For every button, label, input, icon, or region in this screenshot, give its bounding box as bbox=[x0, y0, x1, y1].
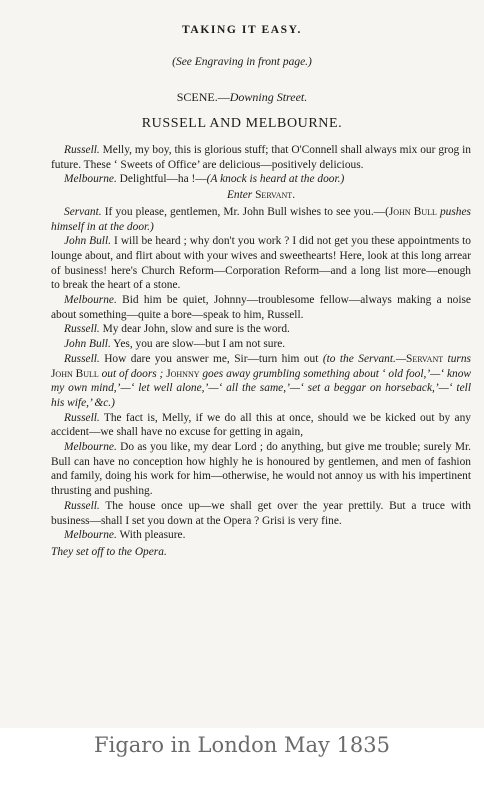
entrance-line bbox=[51, 188, 471, 203]
speech-text: Bid him be quiet, Johnny—troublesome fellow—always making a noise about something—quite a bore—speak to him, Russell. bbox=[51, 294, 471, 321]
dialogue-paragraph bbox=[51, 322, 471, 337]
image-caption: Figaro in London May 1835 bbox=[94, 733, 390, 757]
speech-text: How dare you answer me, Sir—turn him out bbox=[99, 352, 323, 365]
stage-direction-name: Johnny bbox=[166, 367, 200, 380]
dialogue-paragraph bbox=[51, 337, 471, 352]
dialogue-paragraph bbox=[51, 205, 471, 234]
characters-heading: RUSSELL AND MELBOURNE. bbox=[141, 116, 343, 131]
speech-text: With pleasure. bbox=[116, 529, 186, 542]
dialogue-body bbox=[51, 143, 471, 560]
speaker-name: John Bull. bbox=[64, 338, 111, 351]
speaker-name: Russell. bbox=[64, 144, 100, 156]
stage-direction-name: Servant bbox=[406, 352, 444, 365]
speech-text: If you please, gentlemen, Mr. John Bull wishes to see you.— bbox=[101, 205, 386, 218]
enter-character: Servant. bbox=[255, 189, 296, 202]
speaker-name: Melbourne. bbox=[64, 441, 117, 454]
dialogue-paragraph bbox=[51, 528, 471, 543]
speech-text: The house once up—we shall get over the year prettily. But a truce with business—shall I set you down at the Opera ? Grisi is very fine. bbox=[51, 499, 471, 527]
scene-line bbox=[0, 90, 484, 105]
stage-direction-name: John Bull bbox=[51, 367, 99, 380]
dialogue-paragraph bbox=[51, 234, 471, 293]
speaker-name: Melbourne. bbox=[64, 294, 117, 307]
speech-text: The fact is, Melly, if we do all this at once, should we be kicked out by any accident—we shall have no excuse for getting in again, bbox=[51, 411, 471, 439]
stage-direction: out of doors ; bbox=[98, 367, 167, 380]
speaker-name: Russell. bbox=[64, 499, 100, 512]
dialogue-paragraph bbox=[51, 352, 471, 411]
speech-text: My dear John, slow and sure is the word. bbox=[99, 323, 290, 336]
speech-text: Delightful—ha !— bbox=[116, 173, 207, 186]
speech-text: Yes, you are slow—but I am not sure. bbox=[110, 338, 286, 351]
speaker-name: Melbourne. bbox=[64, 529, 117, 542]
stage-direction: turns bbox=[443, 352, 471, 365]
speech-text: I will be heard ; why don't you work ? I did not get you these appointments to lounge about, and flirt about with your wives and sweethearts! Here, look at this long arrear of business! here's Church Reform—Corporation Reform—and a long list more—enough to break the heart of a stone. bbox=[51, 235, 472, 292]
stage-direction-name: John Bull bbox=[388, 205, 437, 218]
stage-direction: (to the Servant.— bbox=[322, 352, 407, 365]
dialogue-paragraph bbox=[51, 440, 471, 499]
speaker-name: Servant. bbox=[64, 205, 102, 218]
dialogue-paragraph bbox=[51, 143, 471, 172]
speaker-name: Russell. bbox=[64, 323, 100, 336]
stage-direction: pushes himself in at the door.) bbox=[51, 205, 471, 233]
dialogue-paragraph bbox=[51, 499, 471, 528]
dialogue-paragraph bbox=[51, 293, 471, 322]
speech-text: Do as you like, my dear Lord ; do anything, but give me trouble; surely Mr. Bull can have no conception how highly he is honoured by gentlemen, and men of fashion and family, doing his work for him—otherwise, he would not annoy us with his impertinent thrusting and pushing. bbox=[51, 441, 471, 498]
dialogue-paragraph bbox=[51, 172, 471, 187]
closing-stage-direction: They set off to the Opera. bbox=[51, 545, 167, 558]
stage-direction: goes away grumbling something about ‘ old fool,’—‘ know my own mind,’—‘ let well alone,’—‘ all the same,’—‘ set a beggar on horseback,’—‘ tell his wife,’ &c.) bbox=[51, 367, 471, 409]
stage-direction: (A knock is heard at the door.) bbox=[206, 173, 345, 186]
speaker-name: Melbourne. bbox=[64, 173, 117, 186]
article-subtitle: (See Engraving in front page.) bbox=[172, 56, 312, 68]
dialogue-paragraph bbox=[51, 411, 471, 440]
scene-label: SCENE.— bbox=[176, 90, 230, 104]
scene-place: Downing Street. bbox=[229, 90, 308, 104]
speech-text: Melly, my boy, this is glorious stuff; that O'Connell shall always mix our grog in future. These ‘ Sweets of Office’ are delicious—positively delicious. bbox=[51, 144, 471, 171]
speaker-name: Russell. bbox=[64, 411, 100, 424]
speaker-name: John Bull. bbox=[64, 235, 111, 248]
enter-label: Enter bbox=[226, 189, 256, 202]
speaker-name: Russell. bbox=[64, 352, 100, 365]
stage-direction-open: ( bbox=[385, 205, 389, 218]
article-title: TAKING IT EASY. bbox=[182, 24, 302, 36]
